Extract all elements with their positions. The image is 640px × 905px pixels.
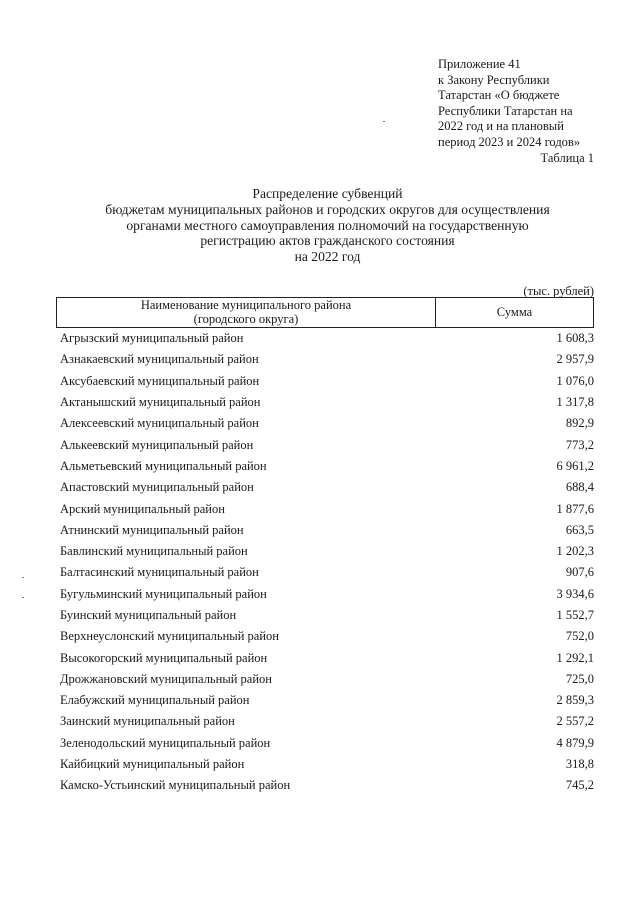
amount-value: 318,8 bbox=[565, 757, 594, 772]
table-row bbox=[60, 605, 594, 626]
district-name: Верхнеуслонский муниципальный район bbox=[60, 629, 279, 644]
title-line: на 2022 год bbox=[294, 249, 361, 265]
table-row bbox=[60, 775, 594, 796]
table-row bbox=[60, 584, 594, 605]
amount-value: 1 292,1 bbox=[556, 650, 594, 665]
table-row bbox=[60, 626, 594, 647]
amount-value: 892,9 bbox=[565, 416, 594, 431]
table-row bbox=[60, 647, 594, 668]
amount-value: 773,2 bbox=[565, 437, 594, 452]
district-name: Аксубаевский муниципальный район bbox=[60, 373, 260, 388]
district-name: Камско-Устьинский муниципальный район bbox=[60, 778, 291, 793]
district-name: Альметьевский муниципальный район bbox=[60, 458, 267, 473]
scan-speck bbox=[383, 121, 385, 122]
district-name: Агрызский муниципальный район bbox=[60, 331, 244, 346]
amount-value: 1 877,6 bbox=[556, 501, 594, 516]
district-name: Бугульминский муниципальный район bbox=[60, 586, 267, 601]
table-header bbox=[56, 297, 594, 328]
district-name: Кайбицкий муниципальный район bbox=[60, 757, 245, 772]
table-row bbox=[60, 733, 594, 754]
district-name: Дрожжановский муниципальный район bbox=[60, 671, 272, 686]
district-name: Актанышский муниципальный район bbox=[60, 395, 261, 410]
table-number: Таблица 1 bbox=[540, 151, 594, 165]
amount-value: 4 879,9 bbox=[556, 735, 594, 750]
amount-value: 2 957,9 bbox=[556, 352, 594, 367]
table-row bbox=[60, 349, 594, 370]
amount-value: 1 076,0 bbox=[556, 373, 594, 388]
amount-value: 2 557,2 bbox=[556, 714, 594, 729]
district-name: Апастовский муниципальный район bbox=[60, 480, 254, 495]
district-name: Алькеевский муниципальный район bbox=[60, 437, 254, 452]
appendix-line: Татарстан «О бюджете bbox=[438, 88, 560, 103]
appendix-line: 2022 год и на плановый bbox=[438, 119, 564, 134]
amount-value: 663,5 bbox=[565, 522, 594, 537]
district-name: Атнинский муниципальный район bbox=[60, 522, 244, 537]
table-row bbox=[60, 541, 594, 562]
table-row bbox=[60, 711, 594, 732]
table-row bbox=[60, 498, 594, 519]
amount-value: 752,0 bbox=[565, 629, 594, 644]
district-name: Азнакаевский муниципальный район bbox=[60, 352, 259, 367]
title-line: регистрацию актов гражданского состояния bbox=[200, 233, 455, 249]
document-title bbox=[60, 186, 595, 265]
title-line: бюджетам муниципальных районов и городских округов для осуществления bbox=[105, 201, 550, 217]
amount-value: 6 961,2 bbox=[556, 458, 594, 473]
appendix-line: Республики Татарстан на bbox=[438, 103, 573, 118]
table-row bbox=[60, 754, 594, 775]
table-row bbox=[60, 520, 594, 541]
appendix-line: Приложение 41 bbox=[438, 57, 521, 71]
table-row bbox=[60, 413, 594, 434]
amount-value: 1 552,7 bbox=[556, 608, 594, 622]
units-label: (тыс. рублей) bbox=[523, 284, 594, 298]
table-row bbox=[60, 371, 594, 392]
table-row bbox=[60, 690, 594, 711]
district-name: Балтасинский муниципальный район bbox=[60, 565, 259, 580]
table-row bbox=[60, 477, 594, 498]
table-row bbox=[60, 434, 594, 455]
amount-value: 2 859,3 bbox=[556, 693, 594, 708]
appendix-line: к Закону Республики bbox=[438, 72, 550, 87]
amount-value: 688,4 bbox=[565, 480, 594, 495]
header-name-line: Наименование муниципального района bbox=[140, 298, 352, 312]
title-line: Распределение субвенций bbox=[252, 186, 403, 201]
table-row bbox=[60, 456, 594, 477]
district-name: Алексеевский муниципальный район bbox=[60, 416, 259, 431]
appendix-note bbox=[438, 57, 592, 151]
header-sum-cell: Сумма bbox=[496, 305, 533, 319]
amount-value: 1 317,8 bbox=[556, 395, 594, 410]
amount-value: 1 202,3 bbox=[556, 544, 594, 559]
appendix-line: период 2023 и 2024 годов» bbox=[438, 134, 581, 149]
table-row bbox=[60, 562, 594, 583]
district-name: Елабужский муниципальный район bbox=[60, 693, 250, 708]
district-name: Бавлинский муниципальный район bbox=[60, 544, 248, 559]
table-row bbox=[60, 392, 594, 413]
table-row bbox=[60, 328, 594, 349]
table-body bbox=[60, 328, 594, 797]
district-name: Буинский муниципальный район bbox=[60, 608, 237, 622]
header-name-line: (городского округа) bbox=[193, 311, 299, 326]
district-name: Высокогорский муниципальный район bbox=[60, 650, 268, 665]
amount-value: 3 934,6 bbox=[556, 586, 594, 601]
table-row bbox=[60, 669, 594, 690]
header-name-cell bbox=[57, 298, 436, 327]
scan-speck bbox=[22, 577, 24, 578]
title-line: органами местного самоуправления полномочий на государственную bbox=[126, 217, 529, 233]
amount-value: 907,6 bbox=[565, 565, 594, 580]
district-name: Зеленодольский муниципальный район bbox=[60, 735, 271, 750]
amount-value: 725,0 bbox=[565, 671, 594, 686]
amount-value: 745,2 bbox=[565, 778, 594, 793]
district-name: Арский муниципальный район bbox=[60, 501, 225, 516]
scan-speck bbox=[22, 597, 24, 598]
district-name: Заинский муниципальный район bbox=[60, 714, 235, 729]
amount-value: 1 608,3 bbox=[556, 331, 594, 346]
